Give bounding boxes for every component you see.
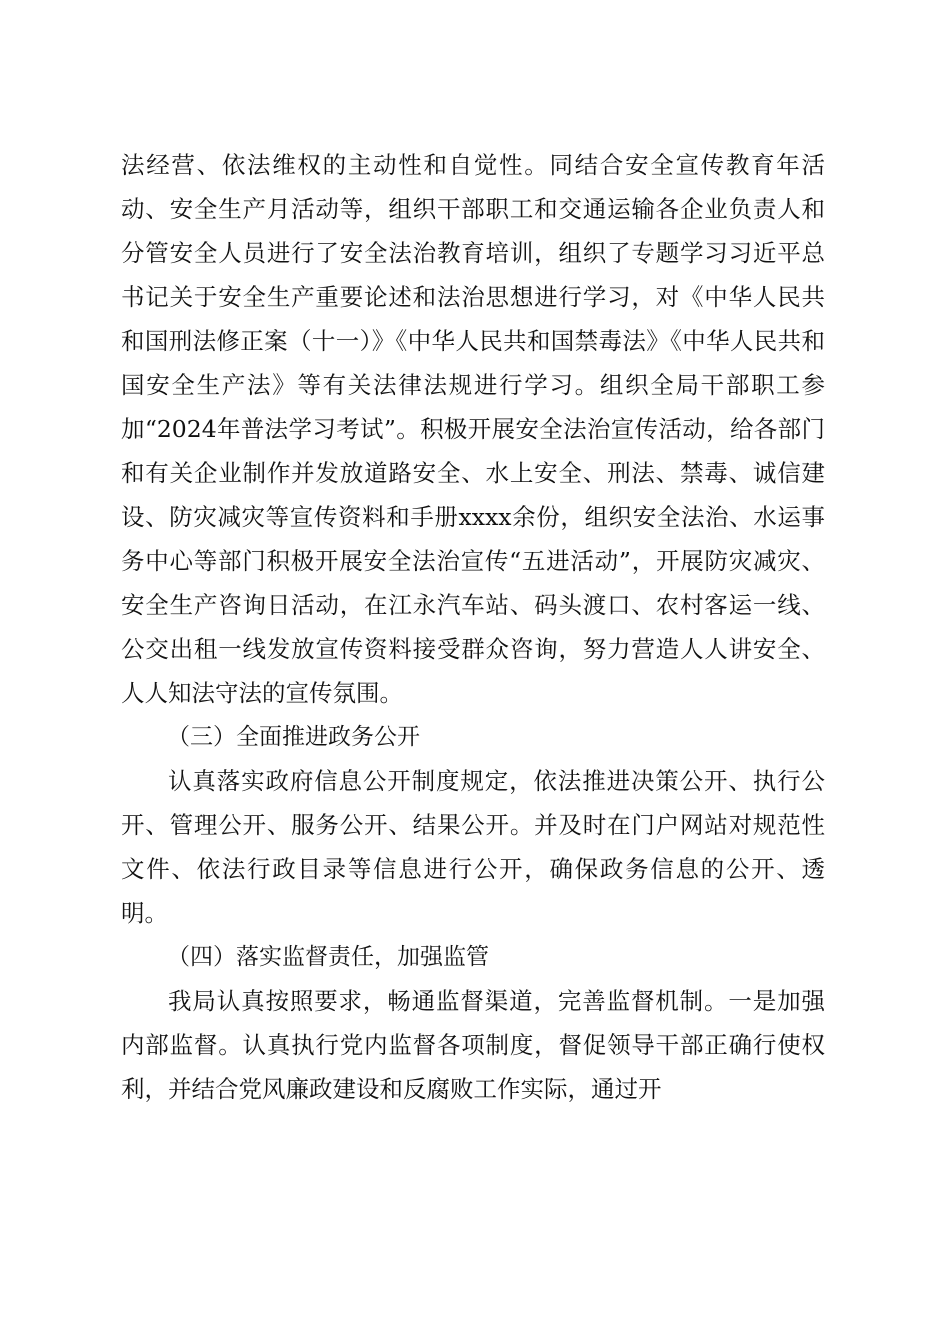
document-body [121,143,825,1111]
section-heading-supervision: （四）落实监督责任，加强监管 [167,944,489,970]
section-heading-government-affairs: （三）全面推进政务公开 [167,724,420,750]
paragraph-legal-education: 法经营、依法维权的主动性和自觉性。同结合安全宣传教育年活动、安全生产月活动等，组织干部职工和交通运输各企业负责人和分管安全人员进行了安全法治教育培训，组织了专题学习习近平总书记关于安全生产重要论述和法治思想进行学习，对《中华人民共和国刑法修正案（十一）》《中华人民共和国禁毒法》《中华人民共和国安全生产法》等有关法律法规进行学习。组织全局干部职工参加“2024年普法学习考试”。积极开展安全法治宣传活动，给各部门和有关企业制作并发放道路安全、水上安全、刑法、禁毒、诚信建设、防灾减灾等宣传资料和手册xxxx余份，组织安全法治、水运事务中心等部门积极开展安全法治宣传“五进活动”，开展防灾减灾、安全生产咨询日活动，在江永汽车站、码头渡口、农村客运一线、公交出租一线发放宣传资料接受群众咨询，努力营造人人讲安全、人人知法守法的宣传氛围。 [121,151,825,707]
paragraph-supervision-mechanism: 我局认真按照要求，畅通监督渠道，完善监督机制。一是加强内部监督。认真执行党内监督各项制度，督促领导干部正确行使权利，并结合党风廉政建设和反腐败工作实际，通过开 [121,987,825,1103]
paragraph-information-disclosure: 认真落实政府信息公开制度规定，依法推进决策公开、执行公开、管理公开、服务公开、结果公开。并及时在门户网站对规范性文件、依法行政目录等信息进行公开，确保政务信息的公开、透明。 [121,767,825,927]
